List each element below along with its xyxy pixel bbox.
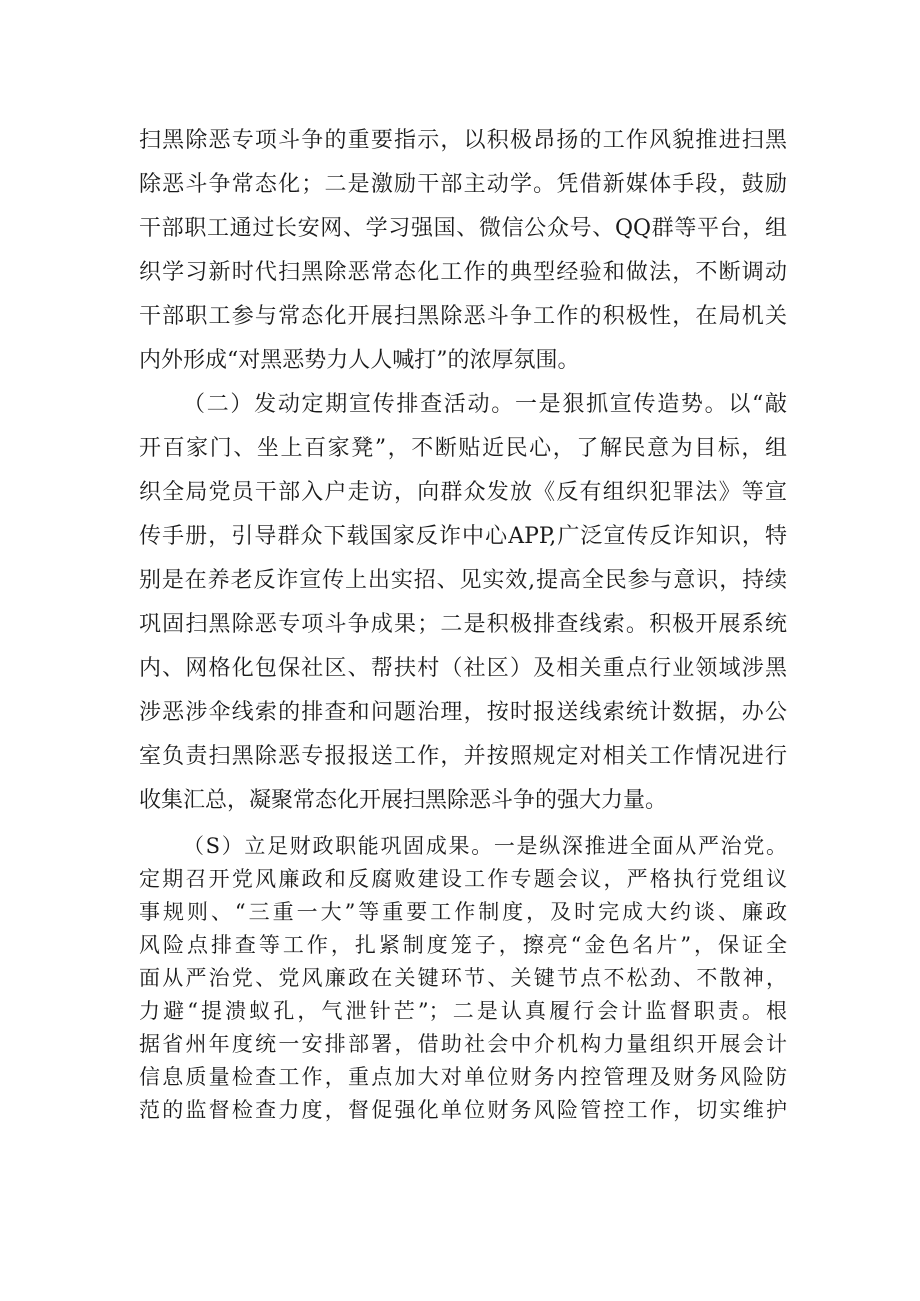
text-line: 力避“提溃蚁孔，气泄针芒”；二是认真履行会计监督职责。根 — [139, 999, 787, 1023]
text-line: 信息质量检查工作，重点加大对单位财务内控管理及财务风险防 — [139, 1065, 787, 1089]
text-line: 干部职工通过长安网、学习强国、微信公众号、QQ群等平台，组 — [139, 216, 787, 241]
text-line: 内外形成“对黑恶势力人人喊打”的浓厚氛围。 — [139, 348, 580, 373]
text-line: 干部职工参与常态化开展扫黑除恶斗争工作的积极性，在局机关 — [139, 304, 787, 329]
text-line: 面从严治党、党风廉政在关键环节、关键节点不松劲、不散神， — [139, 966, 787, 990]
text-line: 扫黑除恶专项斗争的重要指示，以积极昂扬的工作风貌推进扫黑 — [139, 128, 787, 153]
text-line: 别是在养老反诈宣传上出实招、见实效,提高全民参与意识，持续 — [139, 568, 787, 593]
text-line: 据省州年度统一安排部署，借助社会中介机构力量组织开展会计 — [139, 1032, 787, 1056]
paragraph-heading-line: （二）发动定期宣传排查活动。一是狠抓宣传造势。以“敲 — [183, 392, 787, 417]
text-line: 涉恶涉伞线索的排查和问题治理，按时报送线索统计数据，办公 — [139, 700, 787, 725]
text-line: 收集汇总，凝聚常态化开展扫黑除恶斗争的强大力量。 — [139, 788, 668, 813]
text-line: 开百家门、坐上百家凳”，不断贴近民心，了解民意为目标，组 — [139, 436, 787, 461]
text-line: 事规则、“三重一大”等重要工作制度，及时完成大约谈、廉政 — [139, 900, 787, 924]
text-line: 定期召开党风廉政和反腐败建设工作专题会议，严格执行党组议 — [139, 867, 787, 891]
paragraph-heading-line: （S）立足财政职能巩固成果。一是纵深推进全面从严治党。 — [183, 834, 787, 858]
text-line: 巩固扫黑除恶专项斗争成果；二是积极排查线索。积极开展系统 — [139, 612, 787, 637]
text-line: 内、网格化包保社区、帮扶村（社区）及相关重点行业领域涉黑 — [139, 656, 787, 681]
text-line: 范的监督检查力度，督促强化单位财务风险管控工作，切实维护 — [139, 1098, 787, 1122]
text-line: 室负责扫黑除恶专报报送工作，并按照规定对相关工作情况进行 — [139, 744, 787, 769]
text-line: 除恶斗争常态化；二是激励干部主动学。凭借新媒体手段，鼓励 — [139, 172, 787, 197]
text-line: 织学习新时代扫黑除恶常态化工作的典型经验和做法，不断调动 — [139, 260, 787, 285]
text-line: 风险点排查等工作，扎紧制度笼子，擦亮“金色名片”，保证全 — [139, 933, 787, 957]
text-line: 传手册，引导群众下载国家反诈中心APP,广泛宣传反诈知识，特 — [139, 524, 787, 549]
text-line: 织全局党员干部入户走访，向群众发放《反有组织犯罪法》等宣 — [139, 480, 787, 505]
